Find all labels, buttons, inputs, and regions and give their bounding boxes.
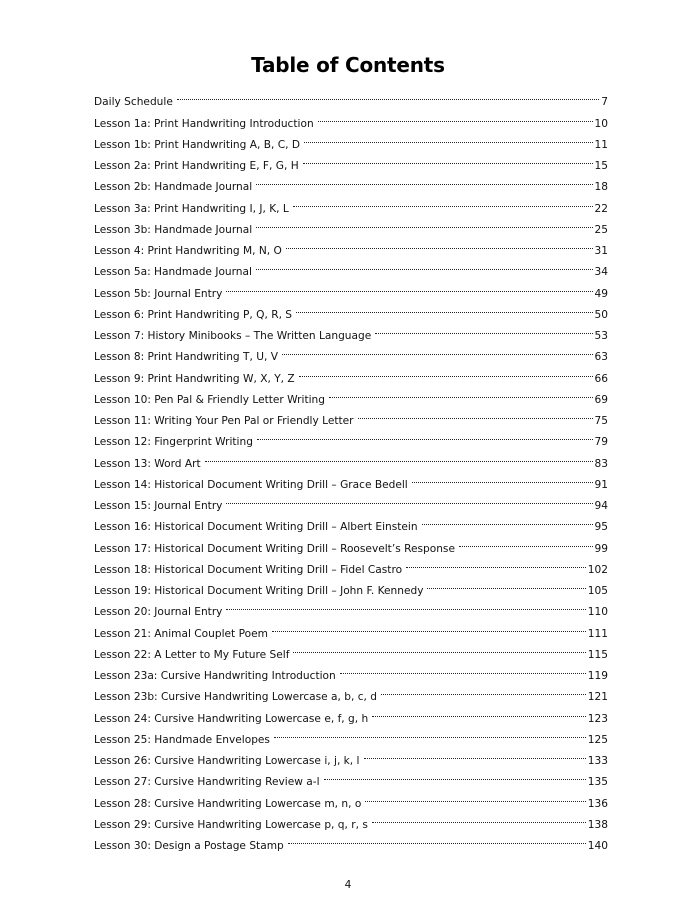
toc-entry-title: Lesson 10: Pen Pal & Friendly Letter Writing	[94, 393, 325, 406]
toc-entry-page: 22	[594, 202, 608, 215]
dot-leader	[340, 658, 586, 679]
toc-entry-page: 91	[594, 478, 608, 491]
dot-leader	[293, 637, 585, 658]
toc-entry-page: 138	[587, 818, 608, 831]
dot-leader	[299, 360, 593, 381]
toc-entry-title: Lesson 29: Cursive Handwriting Lowercase p, q, r, s	[94, 818, 368, 831]
toc-entry-title: Lesson 1b: Print Handwriting A, B, C, D	[94, 138, 301, 151]
toc-entry-title: Lesson 17: Historical Document Writing Drill – Roosevelt’s Response	[94, 542, 455, 555]
toc-entry-title: Lesson 24: Cursive Handwriting Lowercase e, f, g, h	[94, 712, 369, 725]
toc-entry[interactable]	[94, 84, 608, 109]
toc-entry-page: 99	[594, 542, 608, 555]
toc-entry-page: 11	[594, 138, 608, 151]
dot-leader	[226, 594, 585, 615]
dot-leader	[256, 254, 593, 275]
dot-leader	[427, 573, 585, 594]
dot-leader	[364, 743, 586, 764]
toc-entry-page: 123	[587, 712, 608, 725]
toc-entry-title: Lesson 9: Print Handwriting W, X, Y, Z	[94, 372, 295, 385]
dot-leader	[324, 764, 586, 785]
toc-entry-page: 125	[587, 733, 608, 746]
toc-entry-page: 69	[594, 393, 608, 406]
dot-leader	[381, 679, 586, 700]
toc-entry-title: Lesson 30: Design a Postage Stamp	[94, 840, 284, 852]
dot-leader	[256, 169, 592, 190]
dot-leader	[272, 615, 586, 636]
dot-leader	[318, 105, 593, 126]
dot-leader	[406, 552, 586, 573]
dot-leader	[205, 445, 593, 466]
toc-entry-title: Lesson 6: Print Handwriting P, Q, R, S	[94, 308, 293, 321]
dot-leader	[226, 275, 592, 296]
dot-leader	[177, 84, 599, 105]
toc-entry-page: 10	[594, 117, 608, 130]
toc-entry-title: Lesson 28: Cursive Handwriting Lowercase m, n, o	[94, 797, 362, 810]
dot-leader	[304, 127, 593, 148]
dot-leader	[358, 403, 593, 424]
toc-entry-title: Lesson 19: Historical Document Writing Drill – John F. Kennedy	[94, 585, 424, 597]
toc-entry-title: Lesson 3b: Handmade Journal	[94, 223, 253, 236]
toc-entry-title: Lesson 8: Print Handwriting T, U, V	[94, 351, 278, 364]
dot-leader	[288, 828, 586, 849]
toc-entry-page: 25	[594, 223, 608, 236]
toc-entry-page: 15	[594, 160, 608, 172]
toc-entry-page: 105	[587, 585, 608, 597]
toc-entry-page: 7	[601, 96, 608, 109]
dot-leader	[412, 467, 593, 488]
dot-leader	[303, 148, 593, 169]
toc-entry-page: 79	[594, 436, 608, 449]
dot-leader	[286, 233, 593, 254]
toc-entry-title: Lesson 26: Cursive Handwriting Lowercase i, j, k, l	[94, 755, 360, 767]
toc-entry-page: 110	[587, 606, 608, 619]
toc-entry-page: 115	[587, 648, 608, 661]
toc-entry-title: Lesson 21: Animal Couplet Poem	[94, 627, 268, 640]
toc-entry-title: Lesson 12: Fingerprint Writing	[94, 436, 253, 449]
toc-entry-title: Lesson 23a: Cursive Handwriting Introduction	[94, 670, 336, 682]
toc-entry-title: Lesson 18: Historical Document Writing Drill – Fidel Castro	[94, 563, 403, 576]
toc-entry-page: 111	[587, 627, 608, 640]
table-of-contents	[94, 84, 608, 852]
toc-entry-title: Lesson 27: Cursive Handwriting Review a-l	[94, 776, 320, 789]
toc-entry-page: 75	[594, 415, 608, 427]
toc-entry-page: 50	[594, 308, 608, 321]
toc-entry-title: Lesson 25: Handmade Envelopes	[94, 733, 270, 746]
toc-entry-title: Lesson 4: Print Handwriting M, N, O	[94, 245, 282, 257]
toc-entry-page: 94	[594, 500, 608, 512]
dot-leader	[296, 297, 592, 318]
toc-entry-title: Lesson 16: Historical Document Writing Drill – Albert Einstein	[94, 521, 418, 534]
dot-leader	[372, 807, 586, 828]
dot-leader	[459, 530, 593, 551]
toc-entry-page: 136	[587, 797, 608, 810]
toc-entry-page: 18	[594, 181, 608, 194]
toc-entry-page: 133	[587, 755, 608, 767]
toc-entry-page: 66	[594, 372, 608, 385]
toc-entry-title: Lesson 3a: Print Handwriting I, J, K, L	[94, 202, 289, 215]
toc-entry-title: Lesson 13: Word Art	[94, 457, 201, 470]
toc-entry-page: 140	[587, 840, 608, 852]
dot-leader	[293, 190, 593, 211]
toc-entry-page: 95	[594, 521, 608, 534]
toc-entry-title: Lesson 20: Journal Entry	[94, 606, 223, 619]
page-number: 4	[344, 879, 352, 891]
toc-entry-page: 34	[594, 266, 608, 279]
toc-entry-title: Lesson 22: A Letter to My Future Self	[94, 648, 290, 661]
dot-leader	[274, 722, 586, 743]
toc-entry-title: Lesson 2a: Print Handwriting E, F, G, H	[94, 160, 299, 172]
toc-entry-page: 31	[594, 245, 608, 257]
toc-entry-title: Lesson 2b: Handmade Journal	[94, 181, 253, 194]
dot-leader	[226, 488, 592, 509]
dot-leader	[372, 700, 586, 721]
toc-entry-title: Lesson 1a: Print Handwriting Introduction	[94, 117, 314, 130]
toc-entry-page: 63	[594, 351, 608, 364]
dot-leader	[422, 509, 593, 530]
page-title: Table of Contents	[251, 53, 445, 78]
dot-leader	[257, 424, 593, 445]
toc-entry-page: 49	[594, 287, 608, 300]
dot-leader	[256, 212, 592, 233]
toc-entry-title: Lesson 15: Journal Entry	[94, 500, 223, 512]
toc-entry-title: Lesson 11: Writing Your Pen Pal or Friendly Letter	[94, 415, 354, 427]
toc-entry-page: 121	[587, 691, 608, 704]
dot-leader	[329, 382, 593, 403]
toc-entry-page: 83	[594, 457, 608, 470]
toc-entry-page: 53	[594, 330, 608, 342]
toc-entry-title: Lesson 5b: Journal Entry	[94, 287, 223, 300]
toc-entry-title: Daily Schedule	[94, 96, 173, 109]
toc-entry-title: Lesson 7: History Minibooks – The Written Language	[94, 330, 372, 342]
toc-entry-title: Lesson 14: Historical Document Writing Drill – Grace Bedell	[94, 478, 408, 491]
toc-entry-page: 135	[587, 776, 608, 789]
dot-leader	[282, 339, 593, 360]
toc-entry-page: 102	[587, 563, 608, 576]
toc-entry-page: 119	[587, 670, 608, 682]
toc-entry-title: Lesson 23b: Cursive Handwriting Lowercase a, b, c, d	[94, 691, 378, 704]
dot-leader	[375, 318, 592, 339]
dot-leader	[365, 785, 585, 806]
toc-entry-title: Lesson 5a: Handmade Journal	[94, 266, 252, 279]
